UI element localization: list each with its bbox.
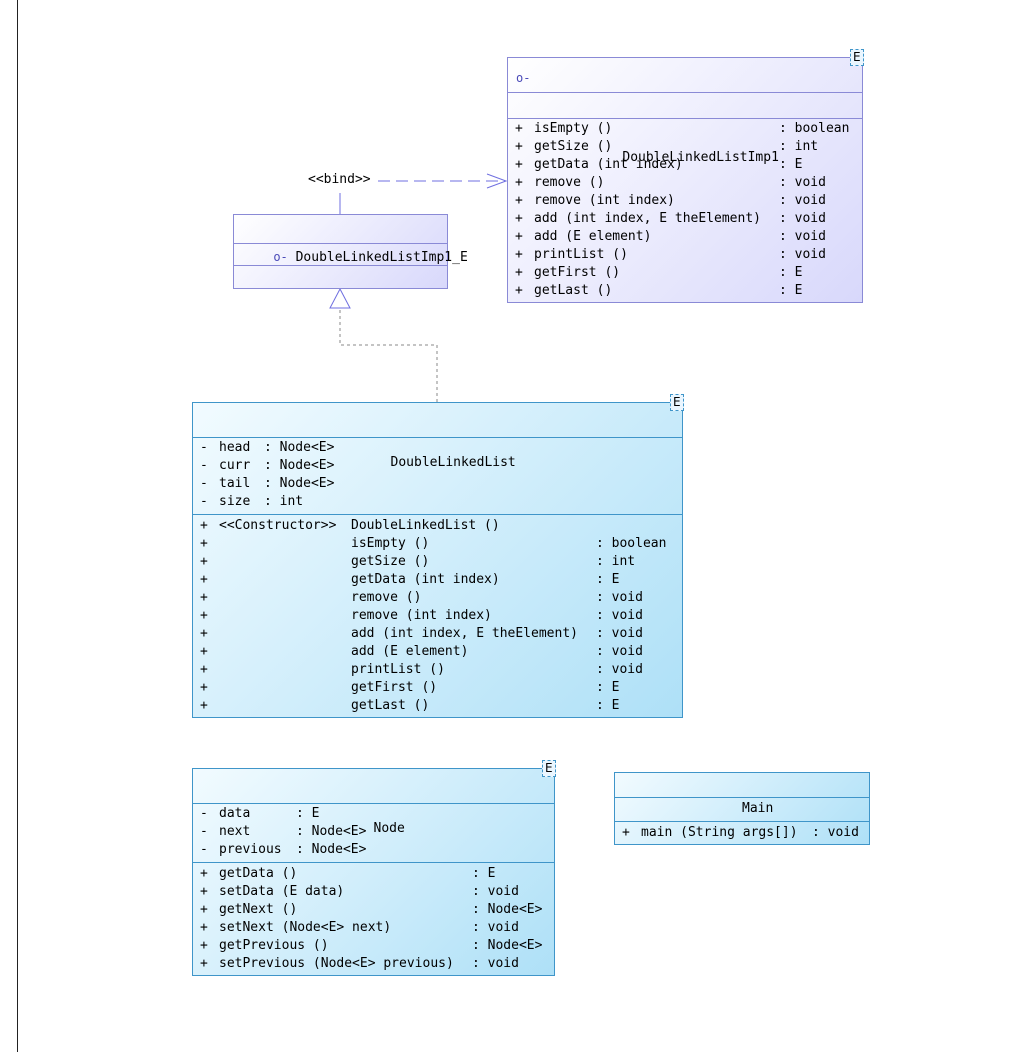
node-attribute-row-vis: - — [200, 842, 208, 857]
node-operation-row — [193, 919, 554, 937]
node-operation-row — [193, 955, 554, 973]
doublelinkedlist-operation-row-type: : E — [596, 680, 620, 695]
doublelinkedlist-operation-row — [193, 571, 682, 589]
doublelinkedlist-operation-row-stereo: <<Constructor>> — [219, 518, 337, 533]
interface-operation-row — [508, 210, 862, 228]
doublelinkedlist-attribute-row — [193, 493, 682, 511]
interface-operation-row — [508, 192, 862, 210]
node-attribute-row-name: next — [219, 824, 251, 839]
node-attribute-row-vis: - — [200, 806, 208, 821]
class-doublelinkedlist-name: DoubleLinkedList — [390, 455, 516, 470]
doublelinkedlist-attribute-row-type: : Node<E> — [264, 458, 335, 473]
node-attribute-row-vis: - — [200, 824, 208, 839]
node-attribute-row-type: : Node<E> — [296, 842, 367, 857]
doublelinkedlist-operation-row-type: : int — [596, 554, 636, 569]
doublelinkedlist-operation-row — [193, 661, 682, 679]
interface-operation-row-vis: + — [515, 265, 523, 280]
interface-operation-row-vis: + — [515, 283, 523, 298]
doublelinkedlist-operation-row-name: DoubleLinkedList () — [351, 518, 500, 533]
node-operation-row-vis: + — [200, 866, 208, 881]
class-main[interactable] — [614, 772, 870, 845]
doublelinkedlist-operation-row-vis: + — [200, 680, 208, 695]
doublelinkedlist-operation-row — [193, 535, 682, 553]
doublelinkedlist-operation-row-type: : void — [596, 626, 643, 641]
doublelinkedlist-attribute-row — [193, 439, 682, 457]
node-operation-row — [193, 937, 554, 955]
node-operation-row-type: : void — [472, 920, 519, 935]
node-attribute-row-type: : Node<E> — [296, 824, 367, 839]
interface-operation-row-name: getSize () — [534, 139, 613, 154]
doublelinkedlist-attribute-row-type: : Node<E> — [264, 476, 335, 491]
doublelinkedlist-operation-row-type: : void — [596, 662, 643, 677]
interface-operation-row-type: : int — [779, 139, 819, 154]
interface-operation-row — [508, 246, 862, 264]
doublelinkedlist-operation-row — [193, 625, 682, 643]
doublelinkedlist-operation-row — [193, 607, 682, 625]
main-operation-row-vis: + — [622, 825, 630, 840]
node-operation-row-vis: + — [200, 884, 208, 899]
node-attribute-row — [193, 805, 554, 823]
interface-operation-row — [508, 156, 862, 174]
doublelinkedlist-operation-row — [193, 553, 682, 571]
interface-operation-row-type: : void — [779, 193, 826, 208]
node-attribute-row — [193, 841, 554, 859]
class-node[interactable] — [192, 768, 555, 976]
doublelinkedlist-operation-row-vis: + — [200, 518, 208, 533]
bound-interface-doublelinkedlistimp1-e[interactable] — [233, 214, 468, 289]
class-node-attributes — [193, 803, 554, 862]
doublelinkedlist-operation-row — [193, 589, 682, 607]
interface-operation-row-vis: + — [515, 193, 523, 208]
node-operation-row — [193, 865, 554, 883]
template-param-doublelinkedlist: E — [670, 394, 684, 411]
interface-operation-row-type: : void — [779, 247, 826, 262]
node-attribute-row — [193, 823, 554, 841]
class-doublelinkedlist-attributes — [193, 437, 682, 514]
doublelinkedlist-operation-row-name: add (int index, E theElement) — [351, 626, 578, 641]
doublelinkedlist-attribute-row-name: curr — [219, 458, 251, 473]
interface-operation-row-name: remove (int index) — [534, 193, 675, 208]
node-operation-row — [193, 901, 554, 919]
class-node-name: Node — [373, 821, 405, 836]
interface-operations-section — [508, 118, 862, 300]
doublelinkedlist-attribute-row-vis: - — [200, 494, 208, 509]
node-operation-row-vis: + — [200, 902, 208, 917]
lollipop-icon: o- — [516, 71, 531, 85]
class-node-operations — [193, 862, 554, 973]
doublelinkedlist-operation-row-vis: + — [200, 608, 208, 623]
node-operation-row-name: setPrevious (Node<E> previous) — [219, 956, 454, 971]
doublelinkedlist-operation-row-vis: + — [200, 536, 208, 551]
interface-operation-row-name: getFirst () — [534, 265, 621, 280]
doublelinkedlist-attribute-row — [193, 475, 682, 493]
interface-operation-row — [508, 174, 862, 192]
doublelinkedlist-operation-row-name: getData (int index) — [351, 572, 500, 587]
interface-operation-row-type: : E — [779, 265, 803, 280]
doublelinkedlist-operation-row — [193, 643, 682, 661]
main-operation-row-type: : void — [812, 825, 859, 840]
interface-operation-row-type: : boolean — [779, 121, 850, 136]
doublelinkedlist-attribute-row-type: : int — [264, 494, 304, 509]
interface-operation-row — [508, 282, 862, 300]
interface-operation-row-vis: + — [515, 139, 523, 154]
bind-stereotype-label: <<bind>> — [308, 172, 371, 187]
class-doublelinkedlist-operations — [193, 514, 682, 715]
interface-operation-row-vis: + — [515, 175, 523, 190]
interface-operation-row-name: getLast () — [534, 283, 613, 298]
doublelinkedlist-attribute-row-type: : Node<E> — [264, 440, 335, 455]
doublelinkedlist-operation-row-type: : void — [596, 608, 643, 623]
node-operation-row-vis: + — [200, 938, 208, 953]
doublelinkedlist-operation-row-name: isEmpty () — [351, 536, 430, 551]
node-attribute-row-name: data — [219, 806, 251, 821]
doublelinkedlist-attribute-row-vis: - — [200, 458, 208, 473]
class-main-operations — [615, 821, 869, 842]
interface-operation-row-name: remove () — [534, 175, 605, 190]
interface-name: DoubleLinkedListImp1 — [622, 150, 779, 165]
doublelinkedlist-operation-row-vis: + — [200, 662, 208, 677]
node-operation-row-type: : E — [472, 866, 496, 881]
doublelinkedlist-operation-row-vis: + — [200, 554, 208, 569]
interface-doublelinkedlistimp1[interactable] — [507, 57, 863, 303]
doublelinkedlist-operation-row-name: add (E element) — [351, 644, 469, 659]
realization-triangle — [330, 289, 350, 308]
doublelinkedlist-operation-row-vis: + — [200, 644, 208, 659]
doublelinkedlist-operation-row-type: : void — [596, 590, 643, 605]
interface-operation-row — [508, 120, 862, 138]
bound-interface-header — [234, 215, 468, 265]
interface-operation-row-type: : void — [779, 229, 826, 244]
node-operation-row-name: setNext (Node<E> next) — [219, 920, 392, 935]
interface-operation-row — [508, 138, 862, 156]
node-operation-row-name: setData (E data) — [219, 884, 345, 899]
interface-operation-row-vis: + — [515, 211, 523, 226]
doublelinkedlist-operation-row-name: remove () — [351, 590, 422, 605]
doublelinkedlist-operation-row-name: getFirst () — [351, 680, 438, 695]
lollipop-icon: o- — [273, 250, 288, 264]
interface-operation-row-name: printList () — [534, 247, 628, 262]
node-operation-row-vis: + — [200, 956, 208, 971]
doublelinkedlist-operation-row-type: : boolean — [596, 536, 667, 551]
interface-operation-row-type: : E — [779, 283, 803, 298]
node-operation-row-name: getNext () — [219, 902, 298, 917]
interface-operation-row-name: add (E element) — [534, 229, 652, 244]
node-attribute-row-name: previous — [219, 842, 282, 857]
interface-operation-row — [508, 228, 862, 246]
interface-operation-row-name: isEmpty () — [534, 121, 613, 136]
doublelinkedlist-attribute-row-vis: - — [200, 440, 208, 455]
doublelinkedlist-operation-row-vis: + — [200, 698, 208, 713]
node-operation-row — [193, 883, 554, 901]
node-operation-row-vis: + — [200, 920, 208, 935]
class-main-name: Main — [742, 801, 774, 816]
doublelinkedlist-operation-row-vis: + — [200, 626, 208, 641]
doublelinkedlist-attribute-row — [193, 457, 682, 475]
template-param-interface: E — [850, 49, 864, 66]
interface-operation-row-vis: + — [515, 121, 523, 136]
class-main-header — [615, 773, 869, 816]
node-operation-row-type: : Node<E> — [472, 902, 543, 917]
main-operation-row-name: main (String args[]) — [641, 825, 798, 840]
doublelinkedlist-operation-row-type: : void — [596, 644, 643, 659]
interface-operation-row-vis: + — [515, 157, 523, 172]
bound-interface-name: DoubleLinkedListImp1_E — [295, 250, 468, 265]
interface-operation-row-type: : E — [779, 157, 803, 172]
interface-operation-row-type: : void — [779, 211, 826, 226]
doublelinkedlist-attribute-row-name: size — [219, 494, 251, 509]
interface-operation-row-name: getData (int index) — [534, 157, 683, 172]
doublelinkedlist-operation-row-name: printList () — [351, 662, 445, 677]
main-operation-row — [615, 824, 869, 842]
doublelinkedlist-operation-row-type: : E — [596, 572, 620, 587]
doublelinkedlist-attribute-row-name: head — [219, 440, 251, 455]
node-operation-row-name: getPrevious () — [219, 938, 329, 953]
realization-line — [340, 308, 437, 402]
doublelinkedlist-operation-row — [193, 517, 682, 535]
doublelinkedlist-attribute-row-name: tail — [219, 476, 251, 491]
doublelinkedlist-operation-row — [193, 679, 682, 697]
node-operation-row-type: : Node<E> — [472, 938, 543, 953]
doublelinkedlist-operation-row-name: getSize () — [351, 554, 430, 569]
interface-operation-row-type: : void — [779, 175, 826, 190]
node-operation-row-type: : void — [472, 956, 519, 971]
doublelinkedlist-attribute-row-vis: - — [200, 476, 208, 491]
interface-operation-row-vis: + — [515, 229, 523, 244]
doublelinkedlist-operation-row — [193, 697, 682, 715]
doublelinkedlist-operation-row-name: remove (int index) — [351, 608, 492, 623]
node-operation-row-name: getData () — [219, 866, 298, 881]
doublelinkedlist-operation-row-vis: + — [200, 590, 208, 605]
doublelinkedlist-operation-row-vis: + — [200, 572, 208, 587]
interface-operation-row-name: add (int index, E theElement) — [534, 211, 761, 226]
class-doublelinkedlist[interactable] — [192, 402, 683, 718]
node-operation-row-type: : void — [472, 884, 519, 899]
template-param-node: E — [542, 760, 556, 777]
doublelinkedlist-operation-row-type: : E — [596, 698, 620, 713]
doublelinkedlist-operation-row-name: getLast () — [351, 698, 430, 713]
interface-operation-row-vis: + — [515, 247, 523, 262]
node-attribute-row-type: : E — [296, 806, 320, 821]
interface-operation-row — [508, 264, 862, 282]
